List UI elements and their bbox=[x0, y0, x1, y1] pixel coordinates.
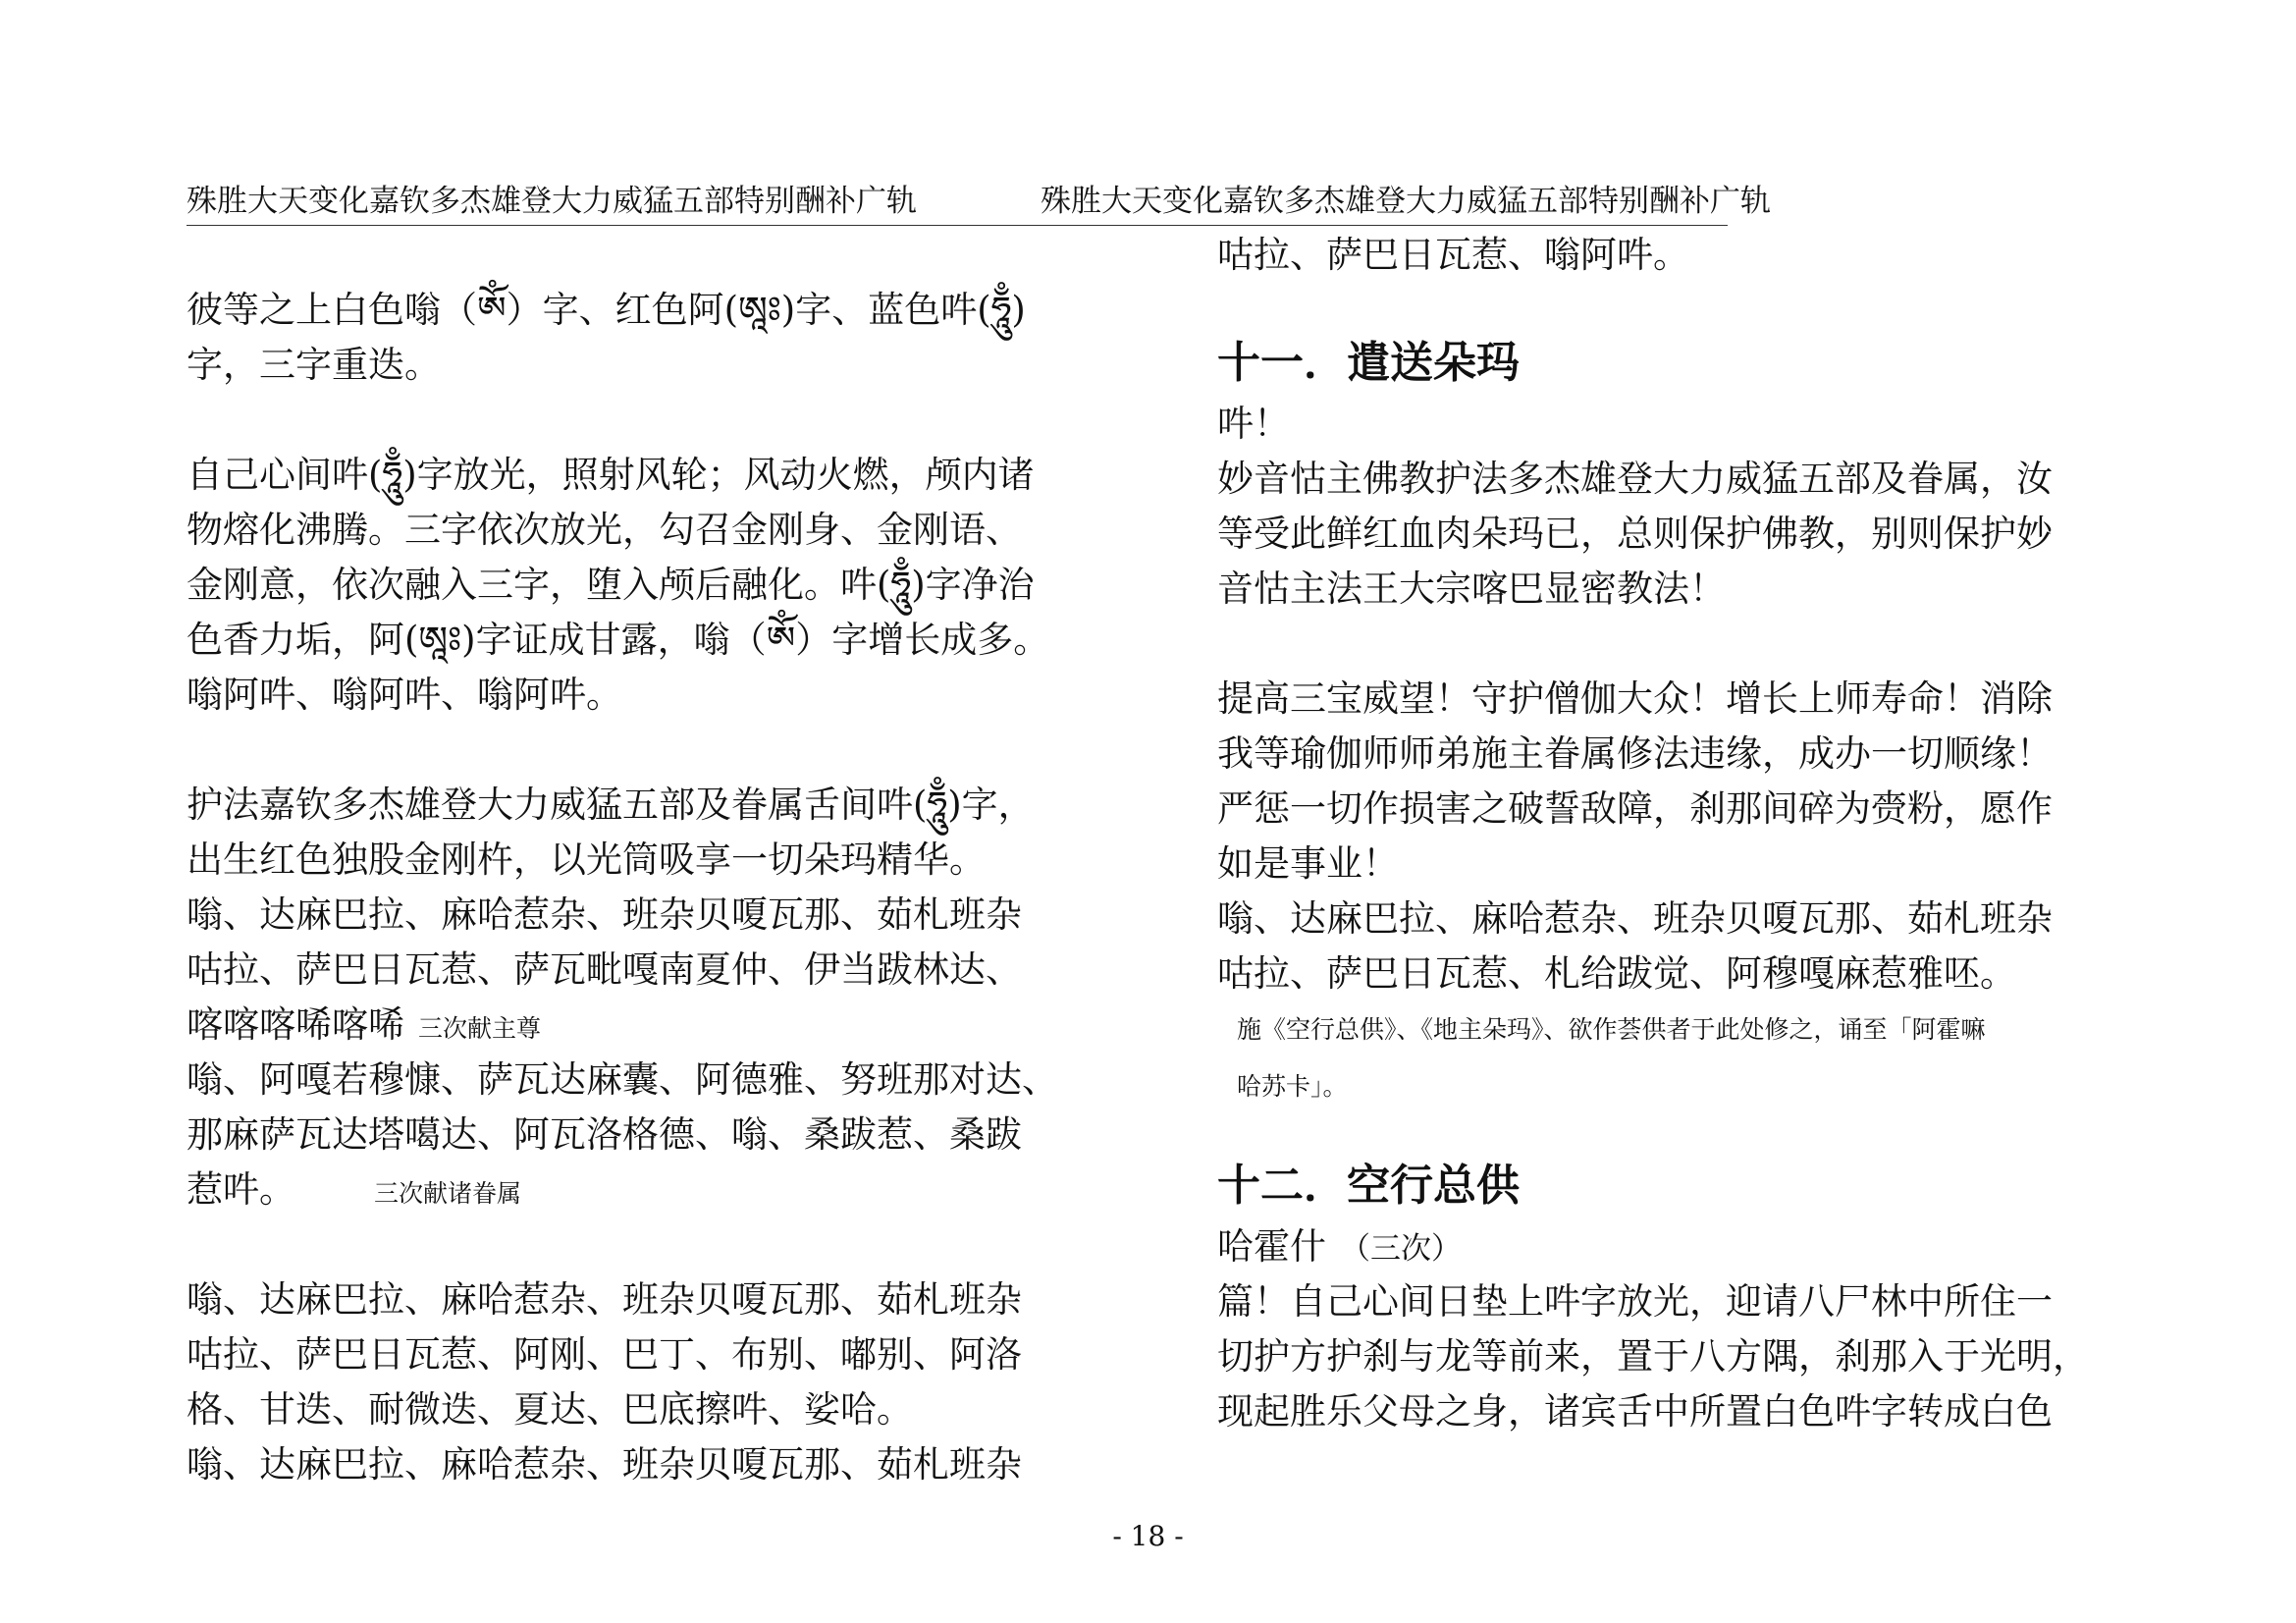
text-line: 我等瑜伽师师弟施主眷属修法违缘，成办一切顺缘！ bbox=[1217, 732, 2053, 775]
paragraph-aspirations bbox=[1217, 672, 2160, 1001]
mantra-line: 嗡、达麻巴拉、麻哈惹杂、班杂贝嗄瓦那、茹札班杂 bbox=[187, 893, 1022, 936]
mantra-line: 咕拉、萨巴日瓦惹、萨瓦毗嘎南夏仲、伊当跋林达、 bbox=[187, 948, 1022, 991]
paragraph-mantra-offerings bbox=[187, 1272, 1099, 1492]
text-line: 吽！ bbox=[1217, 403, 1290, 445]
text-line: 自己心间吽(ཧཱུྃ)字放光，照射风轮；风动火燃，颅内诸 bbox=[187, 454, 1035, 496]
instruction-note: 哈苏卡」。 bbox=[1237, 1072, 1348, 1101]
text-line: 色香力垢，阿(ཨཱཿ)字证成甘露，嗡（ༀ）字增长成多。 bbox=[187, 619, 1050, 661]
text-line: 等受此鲜红血肉朵玛已，总则保护佛教，别则保护妙 bbox=[1217, 513, 2053, 555]
mantra-line: 嗡、达麻巴拉、麻哈惹杂、班杂贝嗄瓦那、茹札班杂 bbox=[1217, 897, 2053, 940]
left-column bbox=[187, 228, 1099, 1492]
text-line: 音怙主法王大宗喀巴显密教法！ bbox=[1217, 568, 1726, 610]
text-line: 现起胜乐父母之身，诸宾舌中所置白色吽字转成白色 bbox=[1217, 1390, 2053, 1433]
section-heading-11: 十一．遣送朵玛 bbox=[1217, 338, 1520, 388]
paragraph-dakini-offering bbox=[1217, 1219, 2160, 1439]
running-header-right: 殊胜大天变化嘉钦多杰雄登大力威猛五部特别酬补广轨 bbox=[1041, 184, 1771, 219]
text-line: 字，三字重迭。 bbox=[187, 344, 441, 386]
running-header-left: 殊胜大天变化嘉钦多杰雄登大力威猛五部特别酬补广轨 bbox=[187, 184, 917, 219]
text-line: 出生红色独股金刚杵，以光筒吸享一切朵玛精华。 bbox=[187, 839, 986, 881]
text-line: 如是事业！ bbox=[1217, 842, 1399, 885]
text-line: 篇！自己心间日垫上吽字放光，迎请八尸林中所住一 bbox=[1217, 1280, 2053, 1323]
paragraph-offering-retinue bbox=[187, 1053, 1099, 1272]
mantra-line: 嗡、阿嘎若穆慷、萨瓦达麻囊、阿德雅、努班那对达、 bbox=[187, 1058, 1058, 1101]
mantra-line: 那麻萨瓦达塔噶达、阿瓦洛格德、嗡、桑跋惹、桑跋 bbox=[187, 1113, 1022, 1156]
mantra-line: 咕拉、萨巴日瓦惹、阿刚、巴丁、布别、嘟别、阿洛 bbox=[187, 1333, 1022, 1376]
mantra-line: 嗡、达麻巴拉、麻哈惹杂、班杂贝嗄瓦那、茹札班杂 bbox=[187, 1278, 1022, 1321]
mantra-line bbox=[1217, 1219, 2160, 1274]
text-line: 护法嘉钦多杰雄登大力威猛五部及眷属舌间吽(ཧཱུྃ)字， bbox=[187, 784, 1035, 826]
paragraph-dismissal bbox=[1217, 397, 2160, 672]
mantra-line bbox=[187, 1163, 1099, 1217]
mantra-line: 嗡、达麻巴拉、麻哈惹杂、班杂贝嗄瓦那、茹札班杂 bbox=[187, 1443, 1022, 1486]
paragraph-continuation bbox=[1217, 228, 2160, 322]
text-line: 彼等之上白色嗡（ༀ）字、红色阿(ཨཱཿ)字、蓝色吽(ཧཱུྃ) bbox=[187, 289, 1026, 331]
instruction-note: （三次） bbox=[1340, 1231, 1462, 1267]
page-number: - 18 - bbox=[1112, 1520, 1184, 1552]
instruction-note: 三次献主尊 bbox=[418, 1014, 542, 1043]
mantra-line: 格、甘迭、耐微迭、夏达、巴底擦吽、娑哈。 bbox=[187, 1388, 913, 1431]
section-heading-12: 十二．空行总供 bbox=[1217, 1161, 1520, 1211]
instruction-note: 三次献诸眷属 bbox=[374, 1179, 522, 1208]
mantra-text: 惹吽。 bbox=[187, 1168, 295, 1211]
mantra-text: 哈霍什 bbox=[1217, 1225, 1326, 1268]
mantra-line: 咕拉、萨巴日瓦惹、札给跋觉、阿穆嘎麻惹雅呸。 bbox=[1217, 952, 2016, 995]
paragraph-offering-main bbox=[187, 778, 1099, 1053]
text-line: 物熔化沸腾。三字依次放光，勾召金刚身、金刚语、 bbox=[187, 509, 1022, 551]
paragraph-heart-light bbox=[187, 448, 1099, 778]
text-line: 妙音怙主佛教护法多杰雄登大力威猛五部及眷属，汝 bbox=[1217, 458, 2053, 500]
mantra-line: 咕拉、萨巴日瓦惹、嗡阿吽。 bbox=[1217, 234, 1689, 276]
header-rule bbox=[187, 225, 1728, 226]
instruction-note: 施《空行总供》、《地主朵玛》、欲作荟供者于此处修之，诵至「阿霍嘛 bbox=[1237, 1015, 1986, 1044]
right-column bbox=[1217, 228, 2160, 1439]
text-line: 严惩一切作损害之破誓敌障，刹那间碎为赍粉，愿作 bbox=[1217, 787, 2053, 830]
text-line: 切护方护刹与龙等前来，置于八方隅，刹那入于光明， bbox=[1217, 1335, 2089, 1378]
mantra-text: 喀喀喀唏喀唏 bbox=[187, 1003, 404, 1046]
text-line: 金刚意，依次融入三字，堕入颅后融化。吽(ཧཱུྃ)字净治 bbox=[187, 564, 1035, 606]
text-line: 嗡阿吽、嗡阿吽、嗡阿吽。 bbox=[187, 674, 622, 716]
instruction-note-block bbox=[1217, 1001, 2160, 1145]
mantra-line bbox=[187, 998, 1099, 1053]
paragraph-syllables bbox=[187, 228, 1099, 448]
text-line: 提高三宝威望！守护僧伽大众！增长上师寿命！消除 bbox=[1217, 677, 2053, 720]
